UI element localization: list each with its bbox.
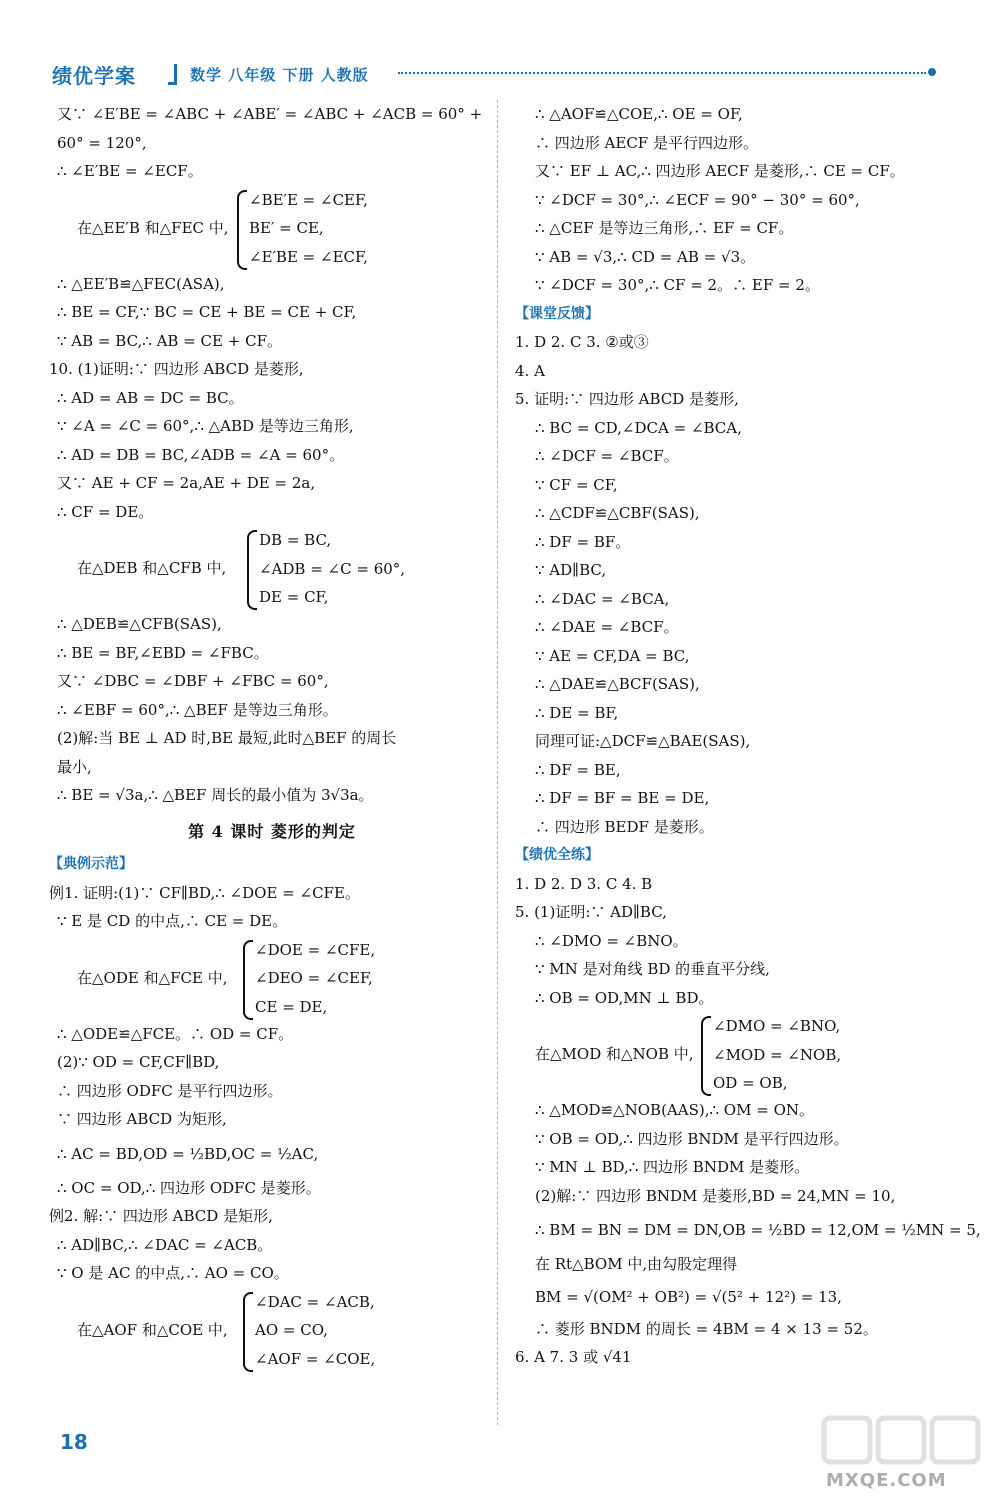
system-item: AO = CO,: [255, 1321, 328, 1339]
question-10: 10. (1)证明:∵ 四边形 ABCD 是菱形,: [49, 360, 304, 378]
system-item: BE′ = CE,: [249, 219, 324, 237]
text-line: (2)解:∵ 四边形 BNDM 是菱形,BD = 24,MN = 10,: [535, 1186, 896, 1205]
text-line: ∴ CF = DE。: [57, 502, 154, 521]
system-item: ∠E′BE = ∠ECF,: [249, 247, 368, 266]
text-line: ∵ O 是 AC 的中点,∴ AO = CO。: [57, 1264, 289, 1282]
text-line: ∴ ∠EBF = 60°,∴ △BEF 是等边三角形。: [57, 700, 338, 719]
text-line: ∴ △ODE≌△FCE。∴ OD = CF。: [57, 1024, 294, 1043]
text-line: ∴ AD∥BC,∴ ∠DAC = ∠ACB。: [57, 1235, 273, 1254]
text-line: ∵ MN 是对角线 BD 的垂直平分线,: [535, 960, 770, 978]
column-divider: [497, 100, 498, 1425]
lesson-title: 第 4 课时 菱形的判定: [188, 821, 356, 841]
brand-bracket-decoration: [168, 64, 177, 85]
text-line: 60° = 120°,: [57, 133, 147, 152]
brace-icon: [237, 190, 247, 270]
text-line: ∴ 菱形 BNDM 的周长 = 4BM = 4 × 13 = 52。: [535, 1319, 878, 1338]
text-line: ∵ E 是 CD 的中点,∴ CE = DE。: [57, 912, 288, 930]
right-column: [515, 100, 981, 1372]
example-2: 例2. 解:∵ 四边形 ABCD 是矩形,: [49, 1207, 273, 1225]
text-line: ∴ DF = BE,: [535, 760, 621, 779]
watermark-text: MXQE.COM: [826, 1470, 947, 1491]
text-line: ∵ OB = OD,∴ 四边形 BNDM 是平行四边形。: [535, 1129, 849, 1148]
system-lead: 在△AOF 和△COE 中,: [77, 1320, 228, 1339]
text-line: ∵ MN ⊥ BD,∴ 四边形 BNDM 是菱形。: [535, 1158, 810, 1176]
equation-system: [515, 1012, 955, 1096]
text-line: ∵ 四边形 ABCD 为矩形,: [57, 1110, 227, 1128]
text-line: ∴ ∠DAE = ∠BCF。: [535, 618, 679, 636]
header-dotted-rule: [398, 72, 926, 74]
text-line: 同理可证:△DCF≌△BAE(SAS),: [535, 732, 751, 750]
system-item: ∠BE′E = ∠CEF,: [249, 190, 368, 209]
system-item: ∠DMO = ∠BNO,: [713, 1017, 841, 1035]
text-line: ∴ BE = √3a,∴ △BEF 周长的最小值为 3√3a。: [57, 786, 374, 804]
system-item: ∠AOF = ∠COE,: [255, 1349, 376, 1368]
brace-icon: [243, 1292, 253, 1372]
answer-line: 1. D 2. D 3. C 4. B: [515, 874, 653, 893]
text-line: ∵ ∠DCF = 30°,∴ CF = 2。∴ EF = 2。: [535, 276, 820, 294]
text-line: ∵ AD∥BC,: [535, 561, 607, 579]
text-line: ∴ △AOF≌△COE,∴ OE = OF,: [535, 105, 743, 123]
text-line: ∵ AE = CF,DA = BC,: [535, 646, 690, 665]
question-5: 5. 证明:∵ 四边形 ABCD 是菱形,: [515, 390, 739, 408]
text-line: ∵ ∠A = ∠C = 60°,∴ △ABD 是等边三角形,: [57, 417, 354, 435]
text-line: 最小,: [57, 757, 92, 776]
text-line: ∴ BE = BF,∠EBD = ∠FBC。: [57, 643, 269, 662]
text-line: 又∵ ∠DBC = ∠DBF + ∠FBC = 60°,: [57, 672, 329, 690]
text-line: ∴ BM = BN = DM = DN,OB = ½BD = 12,OM = ½MN = 5,: [535, 1221, 981, 1239]
answer-line: 1. D 2. C 3. ②或③: [515, 333, 649, 351]
text-line: ∴ △DAE≌△BCF(SAS),: [535, 675, 700, 693]
brace-icon: [247, 530, 257, 610]
text-line: ∴ 四边形 AECF 是平行四边形。: [535, 133, 758, 152]
system-lead: 在△ODE 和△FCE 中,: [77, 968, 228, 987]
text-line: ∴ BC = CD,∠DCA = ∠BCA,: [535, 418, 742, 437]
system-item: OD = OB,: [713, 1074, 788, 1092]
text-line: (2)∵ OD = CF,CF∥BD,: [57, 1053, 220, 1071]
system-lead: 在△MOD 和△NOB 中,: [535, 1045, 694, 1063]
system-item: ∠DEO = ∠CEF,: [255, 969, 373, 987]
text-line: ∴ ∠DMO = ∠BNO。: [535, 931, 688, 950]
text-line: ∴ △MOD≌△NOB(AAS),∴ OM = ON。: [535, 1101, 814, 1119]
text-line: BM = √(OM² + OB²) = √(5² + 12²) = 13,: [535, 1287, 842, 1306]
text-line: ∵ CF = CF,: [535, 475, 618, 494]
text-line: ∴ ∠DCF = ∠BCF。: [535, 447, 679, 465]
brand-logo: 绩优学案: [52, 64, 136, 88]
text-line: 又∵ ∠E′BE = ∠ABC + ∠ABE′ = ∠ABC + ∠ACB = 60° +: [57, 105, 483, 123]
text-line: 在 Rt△BOM 中,由勾股定理得: [535, 1255, 738, 1273]
text-line: ∴ △CDF≌△CBF(SAS),: [535, 504, 700, 522]
section-heading: 【典例示范】: [49, 856, 133, 872]
text-line: ∴ OB = OD,MN ⊥ BD。: [535, 988, 714, 1007]
text-line: 又∵ AE + CF = 2a,AE + DE = 2a,: [57, 474, 316, 492]
text-line: ∴ DE = BF,: [535, 703, 619, 722]
example-1: 例1. 证明:(1)∵ CF∥BD,∴ ∠DOE = ∠CFE。: [49, 883, 360, 902]
text-line: ∴ AD = AB = DC = BC。: [57, 388, 244, 407]
text-line: ∴ ∠E′BE = ∠ECF。: [57, 162, 203, 180]
equation-system: [57, 186, 487, 270]
equation-system: [57, 1288, 487, 1372]
system-item: ∠DAC = ∠ACB,: [255, 1292, 375, 1311]
text-line: ∵ ∠DCF = 30°,∴ ∠ECF = 90° − 30° = 60°,: [535, 190, 860, 209]
question-5: 5. (1)证明:∵ AD∥BC,: [515, 903, 667, 921]
text-line: 又∵ EF ⊥ AC,∴ 四边形 AECF 是菱形,∴ CE = CF。: [535, 162, 905, 180]
text-line: ∴ AC = BD,OD = ½BD,OC = ½AC,: [57, 1144, 319, 1163]
system-item: ∠ADB = ∠C = 60°,: [259, 559, 406, 578]
header-dot-end: [928, 68, 936, 76]
system-lead: 在△EE′B 和△FEC 中,: [77, 218, 229, 237]
left-column: [49, 100, 487, 1372]
text-line: ∴ ∠DAC = ∠BCA,: [535, 589, 670, 608]
subject-label: 数学 八年级 下册 人教版: [190, 66, 369, 84]
text-line: ∴ OC = OD,∴ 四边形 ODFC 是菱形。: [57, 1178, 321, 1197]
answer-line: 6. A 7. 3 或 √41: [515, 1348, 632, 1366]
section-heading: 【课堂反馈】: [515, 305, 599, 322]
equation-system: [57, 526, 487, 610]
system-item: DB = BC,: [259, 531, 332, 549]
text-line: ∴ DF = BF = BE = DE,: [535, 789, 710, 807]
equation-system: [57, 936, 487, 1020]
text-line: ∴ 四边形 ODFC 是平行四边形。: [57, 1081, 283, 1100]
text-line: ∴ △EE′B≌△FEC(ASA),: [57, 274, 225, 293]
system-item: ∠DOE = ∠CFE,: [255, 940, 376, 959]
text-line: ∴ BE = CF,∵ BC = CE + BE = CE + CF,: [57, 303, 357, 321]
text-line: (2)解:当 BE ⊥ AD 时,BE 最短,此时△BEF 的周长: [57, 729, 397, 747]
text-line: ∴ 四边形 BEDF 是菱形。: [535, 817, 714, 836]
answer-line: 4. A: [515, 361, 545, 380]
system-item: DE = CF,: [259, 588, 329, 606]
system-item: ∠MOD = ∠NOB,: [713, 1045, 842, 1064]
system-item: CE = DE,: [255, 997, 328, 1016]
text-line: ∵ AB = √3,∴ CD = AB = √3。: [535, 247, 756, 266]
page-number: 18: [60, 1430, 88, 1454]
text-line: ∴ △DEB≌△CFB(SAS),: [57, 615, 222, 633]
page-header: [42, 58, 947, 90]
section-heading: 【绩优全练】: [515, 847, 599, 863]
brace-icon: [701, 1016, 711, 1096]
text-line: ∴ △CEF 是等边三角形,∴ EF = CF。: [535, 219, 794, 237]
text-line: ∵ AB = BC,∴ AB = CE + CF。: [57, 331, 282, 350]
text-line: ∴ DF = BF。: [535, 532, 631, 551]
brace-icon: [243, 940, 253, 1020]
text-line: ∴ AD = DB = BC,∠ADB = ∠A = 60°。: [57, 445, 345, 464]
system-lead: 在△DEB 和△CFB 中,: [77, 559, 227, 577]
